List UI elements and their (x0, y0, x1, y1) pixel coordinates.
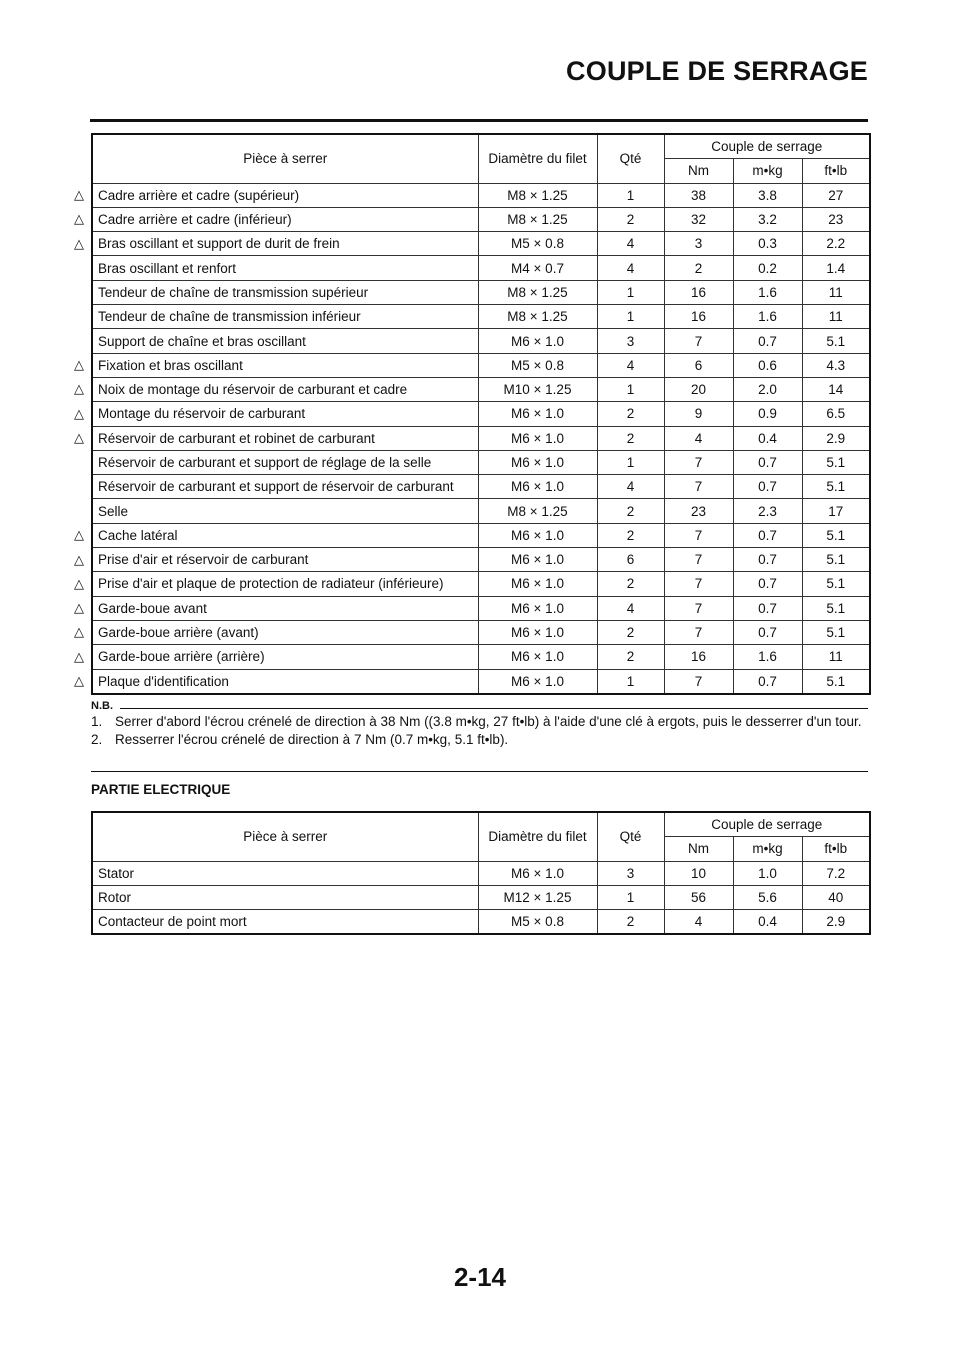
thread-cell: M8 × 1.25 (478, 305, 597, 329)
nm-cell: 9 (664, 402, 733, 426)
thread-cell: M6 × 1.0 (478, 475, 597, 499)
part-cell: Support de chaîne et bras oscillant (92, 329, 478, 353)
ftlb-cell: 5.1 (802, 523, 870, 547)
note-rule (120, 708, 868, 709)
mkg-cell: 3.2 (733, 207, 802, 231)
triangle-mark-icon: △ (74, 624, 84, 640)
ftlb-cell: 17 (802, 499, 870, 523)
thread-cell: M6 × 1.0 (478, 523, 597, 547)
ftlb-cell: 5.1 (802, 475, 870, 499)
thread-cell: M6 × 1.0 (478, 669, 597, 694)
triangle-mark-icon: △ (74, 187, 84, 203)
table-row (92, 572, 870, 596)
ftlb-cell: 2.9 (802, 910, 870, 935)
nm-cell: 38 (664, 183, 733, 207)
part-cell: Rotor (92, 885, 478, 909)
nm-cell: 20 (664, 377, 733, 401)
col-header-nm: Nm (664, 159, 733, 183)
mkg-cell: 0.7 (733, 548, 802, 572)
ftlb-cell: 14 (802, 377, 870, 401)
qty-cell: 3 (597, 329, 664, 353)
col-header-part: Pièce à serrer (92, 812, 478, 861)
nm-cell: 7 (664, 620, 733, 644)
ftlb-cell: 2.9 (802, 426, 870, 450)
nm-cell: 6 (664, 353, 733, 377)
table-row (92, 861, 870, 885)
table-row (92, 669, 870, 694)
note-label: N.B. (91, 700, 113, 712)
col-header-mkg: m•kg (733, 159, 802, 183)
part-cell: Montage du réservoir de carburant (92, 402, 478, 426)
nm-cell: 7 (664, 475, 733, 499)
part-cell: Réservoir de carburant et support de réglage de la selle (92, 450, 478, 474)
mkg-cell: 0.4 (733, 426, 802, 450)
table-row (92, 523, 870, 547)
qty-cell: 1 (597, 885, 664, 909)
part-cell: Prise d'air et plaque de protection de radiateur (inférieure) (92, 572, 478, 596)
part-cell: Contacteur de point mort (92, 910, 478, 935)
mkg-cell: 3.8 (733, 183, 802, 207)
nm-cell: 7 (664, 548, 733, 572)
thread-cell: M6 × 1.0 (478, 402, 597, 426)
mkg-cell: 0.7 (733, 620, 802, 644)
qty-cell: 6 (597, 548, 664, 572)
table-row (92, 450, 870, 474)
page-title: COUPLE DE SERRAGE (566, 56, 868, 86)
triangle-mark-icon: △ (74, 527, 84, 543)
mkg-cell: 0.3 (733, 232, 802, 256)
table-row (92, 426, 870, 450)
part-cell: Garde-boue arrière (avant) (92, 620, 478, 644)
section-heading-electrical: PARTIE ELECTRIQUE (91, 782, 231, 797)
qty-cell: 2 (597, 207, 664, 231)
note-number: 1. (91, 714, 103, 729)
thread-cell: M5 × 0.8 (478, 353, 597, 377)
mkg-cell: 0.4 (733, 910, 802, 935)
qty-cell: 4 (597, 232, 664, 256)
mkg-cell: 1.6 (733, 280, 802, 304)
table-row (92, 305, 870, 329)
triangle-mark-icon: △ (74, 673, 84, 689)
qty-cell: 2 (597, 910, 664, 935)
ftlb-cell: 11 (802, 280, 870, 304)
table-row (92, 645, 870, 669)
col-header-thread: Diamètre du filet (478, 134, 597, 183)
part-cell: Cadre arrière et cadre (inférieur) (92, 207, 478, 231)
ftlb-cell: 1.4 (802, 256, 870, 280)
thread-cell: M12 × 1.25 (478, 885, 597, 909)
note-number: 2. (91, 732, 103, 747)
header-rule (90, 119, 868, 122)
mkg-cell: 1.6 (733, 645, 802, 669)
ftlb-cell: 5.1 (802, 669, 870, 694)
qty-cell: 1 (597, 669, 664, 694)
thread-cell: M6 × 1.0 (478, 620, 597, 644)
qty-cell: 2 (597, 499, 664, 523)
nm-cell: 10 (664, 861, 733, 885)
qty-cell: 1 (597, 280, 664, 304)
page-number: 2-14 (453, 1262, 507, 1292)
mkg-cell: 2.3 (733, 499, 802, 523)
ftlb-cell: 4.3 (802, 353, 870, 377)
nm-cell: 16 (664, 280, 733, 304)
qty-cell: 4 (597, 256, 664, 280)
mkg-cell: 0.7 (733, 669, 802, 694)
thread-cell: M8 × 1.25 (478, 183, 597, 207)
ftlb-cell: 40 (802, 885, 870, 909)
mkg-cell: 0.6 (733, 353, 802, 377)
torque-table-electrical (91, 811, 871, 935)
triangle-mark-icon: △ (74, 405, 84, 421)
part-cell: Tendeur de chaîne de transmission inférieur (92, 305, 478, 329)
table-row (92, 475, 870, 499)
part-cell: Tendeur de chaîne de transmission supérieur (92, 280, 478, 304)
triangle-mark-icon: △ (74, 235, 84, 251)
thread-cell: M6 × 1.0 (478, 426, 597, 450)
nm-cell: 7 (664, 450, 733, 474)
ftlb-cell: 11 (802, 645, 870, 669)
note-end-rule (91, 771, 868, 772)
qty-cell: 2 (597, 523, 664, 547)
part-cell: Stator (92, 861, 478, 885)
nm-cell: 7 (664, 523, 733, 547)
qty-cell: 2 (597, 402, 664, 426)
part-cell: Garde-boue arrière (arrière) (92, 645, 478, 669)
qty-cell: 4 (597, 475, 664, 499)
ftlb-cell: 2.2 (802, 232, 870, 256)
thread-cell: M6 × 1.0 (478, 861, 597, 885)
note-item (91, 731, 868, 749)
nm-cell: 16 (664, 305, 733, 329)
thread-cell: M10 × 1.25 (478, 377, 597, 401)
mkg-cell: 2.0 (733, 377, 802, 401)
mkg-cell: 1.6 (733, 305, 802, 329)
qty-cell: 2 (597, 620, 664, 644)
table-row (92, 256, 870, 280)
note-item (91, 713, 868, 731)
thread-cell: M6 × 1.0 (478, 450, 597, 474)
col-header-nm: Nm (664, 837, 733, 861)
table-row (92, 207, 870, 231)
nm-cell: 32 (664, 207, 733, 231)
triangle-mark-icon: △ (74, 211, 84, 227)
torque-table-chassis (91, 133, 871, 695)
qty-cell: 1 (597, 305, 664, 329)
table-row (92, 280, 870, 304)
table-row (92, 620, 870, 644)
col-header-ftlb: ft•lb (802, 159, 870, 183)
col-header-qty: Qté (597, 134, 664, 183)
nm-cell: 4 (664, 910, 733, 935)
nm-cell: 4 (664, 426, 733, 450)
qty-cell: 1 (597, 183, 664, 207)
mkg-cell: 0.7 (733, 596, 802, 620)
triangle-mark-icon: △ (74, 430, 84, 446)
thread-cell: M5 × 0.8 (478, 232, 597, 256)
table-row (92, 232, 870, 256)
triangle-mark-icon: △ (74, 381, 84, 397)
thread-cell: M8 × 1.25 (478, 207, 597, 231)
note-text: Serrer d'abord l'écrou crénelé de direction à 38 Nm ((3.8 m•kg, 27 ft•lb) à l'aide d'une clé à ergots, puis le desserrer d'un tour. (115, 714, 862, 729)
mkg-cell: 0.2 (733, 256, 802, 280)
mkg-cell: 1.0 (733, 861, 802, 885)
ftlb-cell: 11 (802, 305, 870, 329)
triangle-mark-icon: △ (74, 600, 84, 616)
col-header-part: Pièce à serrer (92, 134, 478, 183)
nm-cell: 23 (664, 499, 733, 523)
part-cell: Cadre arrière et cadre (supérieur) (92, 183, 478, 207)
part-cell: Selle (92, 499, 478, 523)
ftlb-cell: 7.2 (802, 861, 870, 885)
thread-cell: M8 × 1.25 (478, 499, 597, 523)
thread-cell: M6 × 1.0 (478, 596, 597, 620)
qty-cell: 4 (597, 596, 664, 620)
part-cell: Cache latéral (92, 523, 478, 547)
qty-cell: 3 (597, 861, 664, 885)
ftlb-cell: 5.1 (802, 596, 870, 620)
mkg-cell: 0.7 (733, 572, 802, 596)
col-header-torque: Couple de serrage (664, 812, 870, 837)
mkg-cell: 0.7 (733, 450, 802, 474)
part-cell: Noix de montage du réservoir de carburant et cadre (92, 377, 478, 401)
triangle-mark-icon: △ (74, 648, 84, 664)
triangle-mark-icon: △ (74, 357, 84, 373)
part-cell: Réservoir de carburant et support de réservoir de carburant (92, 475, 478, 499)
part-cell: Bras oscillant et renfort (92, 256, 478, 280)
nm-cell: 3 (664, 232, 733, 256)
note-text: Resserrer l'écrou crénelé de direction à 7 Nm (0.7 m•kg, 5.1 ft•lb). (115, 732, 509, 747)
nm-cell: 7 (664, 596, 733, 620)
col-header-thread: Diamètre du filet (478, 812, 597, 861)
nm-cell: 7 (664, 329, 733, 353)
ftlb-cell: 5.1 (802, 572, 870, 596)
part-cell: Prise d'air et réservoir de carburant (92, 548, 478, 572)
part-cell: Bras oscillant et support de durit de frein (92, 232, 478, 256)
mkg-cell: 0.9 (733, 402, 802, 426)
ftlb-cell: 6.5 (802, 402, 870, 426)
part-cell: Garde-boue avant (92, 596, 478, 620)
thread-cell: M8 × 1.25 (478, 280, 597, 304)
thread-cell: M6 × 1.0 (478, 548, 597, 572)
table-row (92, 377, 870, 401)
thread-cell: M6 × 1.0 (478, 329, 597, 353)
part-cell: Réservoir de carburant et robinet de carburant (92, 426, 478, 450)
nm-cell: 56 (664, 885, 733, 909)
table-row (92, 183, 870, 207)
thread-cell: M6 × 1.0 (478, 572, 597, 596)
col-header-mkg: m•kg (733, 837, 802, 861)
mkg-cell: 0.7 (733, 329, 802, 353)
table-row (92, 329, 870, 353)
table-row (92, 499, 870, 523)
qty-cell: 2 (597, 572, 664, 596)
part-cell: Plaque d'identification (92, 669, 478, 694)
triangle-mark-icon: △ (74, 551, 84, 567)
qty-cell: 1 (597, 450, 664, 474)
table-row (92, 402, 870, 426)
mkg-cell: 0.7 (733, 523, 802, 547)
ftlb-cell: 5.1 (802, 450, 870, 474)
table-row (92, 353, 870, 377)
table-row (92, 885, 870, 909)
col-header-qty: Qté (597, 812, 664, 861)
table-row (92, 548, 870, 572)
nm-cell: 16 (664, 645, 733, 669)
nm-cell: 2 (664, 256, 733, 280)
qty-cell: 4 (597, 353, 664, 377)
nm-cell: 7 (664, 669, 733, 694)
triangle-mark-icon: △ (74, 575, 84, 591)
col-header-ftlb: ft•lb (802, 837, 870, 861)
thread-cell: M4 × 0.7 (478, 256, 597, 280)
thread-cell: M5 × 0.8 (478, 910, 597, 935)
ftlb-cell: 5.1 (802, 329, 870, 353)
table-row (92, 910, 870, 935)
note-list (91, 713, 868, 749)
col-header-torque: Couple de serrage (664, 134, 870, 159)
ftlb-cell: 5.1 (802, 548, 870, 572)
ftlb-cell: 27 (802, 183, 870, 207)
thread-cell: M6 × 1.0 (478, 645, 597, 669)
ftlb-cell: 23 (802, 207, 870, 231)
qty-cell: 2 (597, 426, 664, 450)
table-row (92, 596, 870, 620)
qty-cell: 2 (597, 645, 664, 669)
mkg-cell: 0.7 (733, 475, 802, 499)
mkg-cell: 5.6 (733, 885, 802, 909)
part-cell: Fixation et bras oscillant (92, 353, 478, 377)
qty-cell: 1 (597, 377, 664, 401)
nm-cell: 7 (664, 572, 733, 596)
ftlb-cell: 5.1 (802, 620, 870, 644)
